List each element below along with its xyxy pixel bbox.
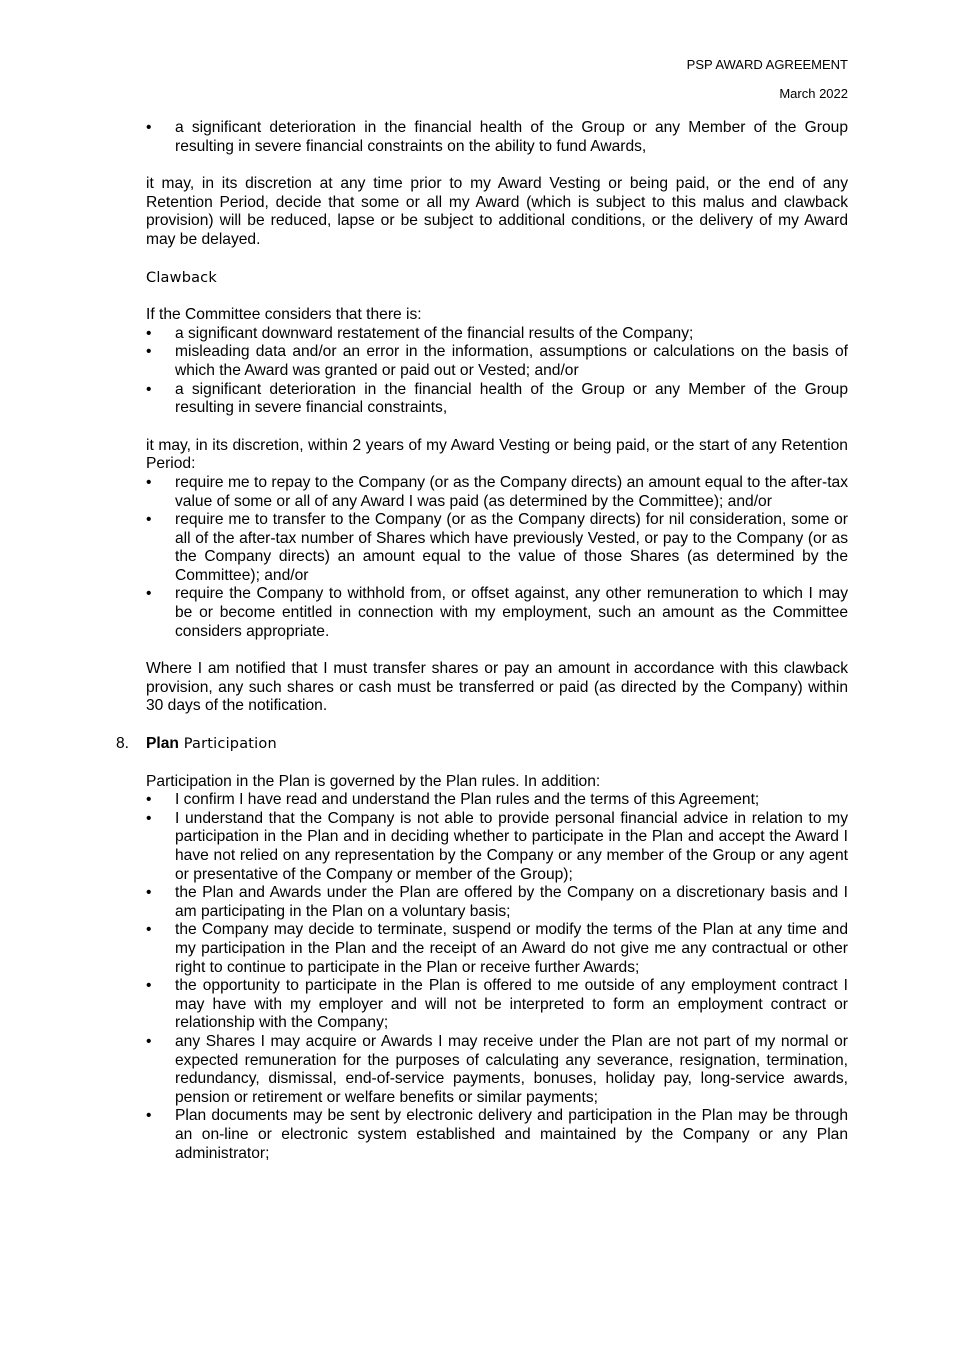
list-item: • the Company may decide to terminate, suspend or modify the terms of the Plan at any time and my participation in the Plan and the receipt of an Award do not give me any contractual or other right to continue to participate in the Plan or receive further Awards;	[146, 921, 848, 977]
list-item: • I confirm I have read and understand the Plan rules and the terms of this Agreement;	[146, 791, 848, 810]
section-8-heading	[116, 735, 848, 754]
list-item: • the Plan and Awards under the Plan are offered by the Company on a discretionary basis and I am participating in the Plan on a voluntary basis;	[146, 884, 848, 921]
list-item: • a significant downward restatement of the financial results of the Company;	[146, 325, 848, 344]
list-item: • any Shares I may acquire or Awards I may receive under the Plan are not part of my normal or expected remuneration for the purposes of calculating any severance, resignation, termination, redundancy, dismissal, end-of-service payments, bonuses, holiday pay, long-service awards, pension or retirement or welfare benefits or similar payments;	[146, 1033, 848, 1107]
list-item: • the opportunity to participate in the Plan is offered to me outside of any employment contract I may have with my employer and will not be interpreted to form an employment contract or relationship with the Company;	[146, 977, 848, 1033]
clawback-discretion-paragraph: it may, in its discretion, within 2 years of my Award Vesting or being paid, or the start of any Retention Period:	[146, 436, 848, 473]
section-8-intro: Participation in the Plan is governed by the Plan rules. In addition:	[146, 772, 601, 790]
malus-paragraph: it may, in its discretion at any time prior to my Award Vesting or being paid, or the end of any Retention Period, decide that some or all my Award (which is subject to this malus and clawback provision) will be reduced, lapse or be subject to additional conditions, or the delivery of my Award may be delayed.	[146, 175, 848, 248]
section-title-rest: Participation	[178, 736, 277, 753]
section-number: 8.	[116, 735, 130, 753]
clawback-action-list	[146, 474, 848, 641]
list-item: • Plan documents may be sent by electronic delivery and participation in the Plan may be through an on-line or electronic system established and maintained by the Company or any Plan administrator;	[146, 1107, 848, 1163]
list-item: • require me to repay to the Company (or as the Company directs) an amount equal to the after-tax value of some or all of any Award I was paid (as determined by the Committee); and/or	[146, 474, 848, 511]
header-title: PSP AWARD AGREEMENT	[686, 57, 848, 72]
list-item: • a significant deterioration in the financial health of the Group or any Member of the Group resulting in severe financial constraints,	[146, 381, 848, 418]
document-body	[116, 119, 848, 1163]
list-item: • require the Company to withhold from, or offset against, any other remuneration to which I may be or become entitled in connection with my employment, such an amount as the Committee considers appropriate.	[146, 585, 848, 641]
clawback-heading: Clawback	[146, 269, 217, 286]
clawback-notification-paragraph: Where I am notified that I must transfer shares or pay an amount in accordance with this clawback provision, any such shares or cash must be transferred or paid (as directed by the Company) within 30 days of the notification.	[146, 660, 848, 715]
header-date: March 2022	[779, 86, 848, 101]
list-item: • misleading data and/or an error in the information, assumptions or calculations on the basis of which the Award was granted or paid out or Vested; and/or	[146, 343, 848, 380]
list-item: • I understand that the Company is not able to provide personal financial advice in relation to my participation in the Plan and in deciding whether to participate in the Plan and accept the Award I have not relied on any representation by the Company or any member of the Group or any agent or presentative of the Company or member of the Group);	[146, 810, 848, 884]
malus-condition-list	[146, 119, 848, 156]
participation-terms-list	[146, 791, 848, 1163]
list-item: • require me to transfer to the Company (or as the Company directs) for nil consideration, some or all of the after-tax number of Shares which have previously Vested, or pay to the Company (or as the Company directs) an amount equal to the value of those Shares (as determined by the Committee); and/or	[146, 511, 848, 585]
list-item: • a significant deterioration in the financial health of the Group or any Member of the Group resulting in severe financial constraints on the ability to fund Awards,	[146, 119, 848, 156]
clawback-intro: If the Committee considers that there is:	[146, 306, 422, 324]
section-title-bold: Plan	[146, 735, 179, 753]
clawback-condition-list	[146, 325, 848, 418]
